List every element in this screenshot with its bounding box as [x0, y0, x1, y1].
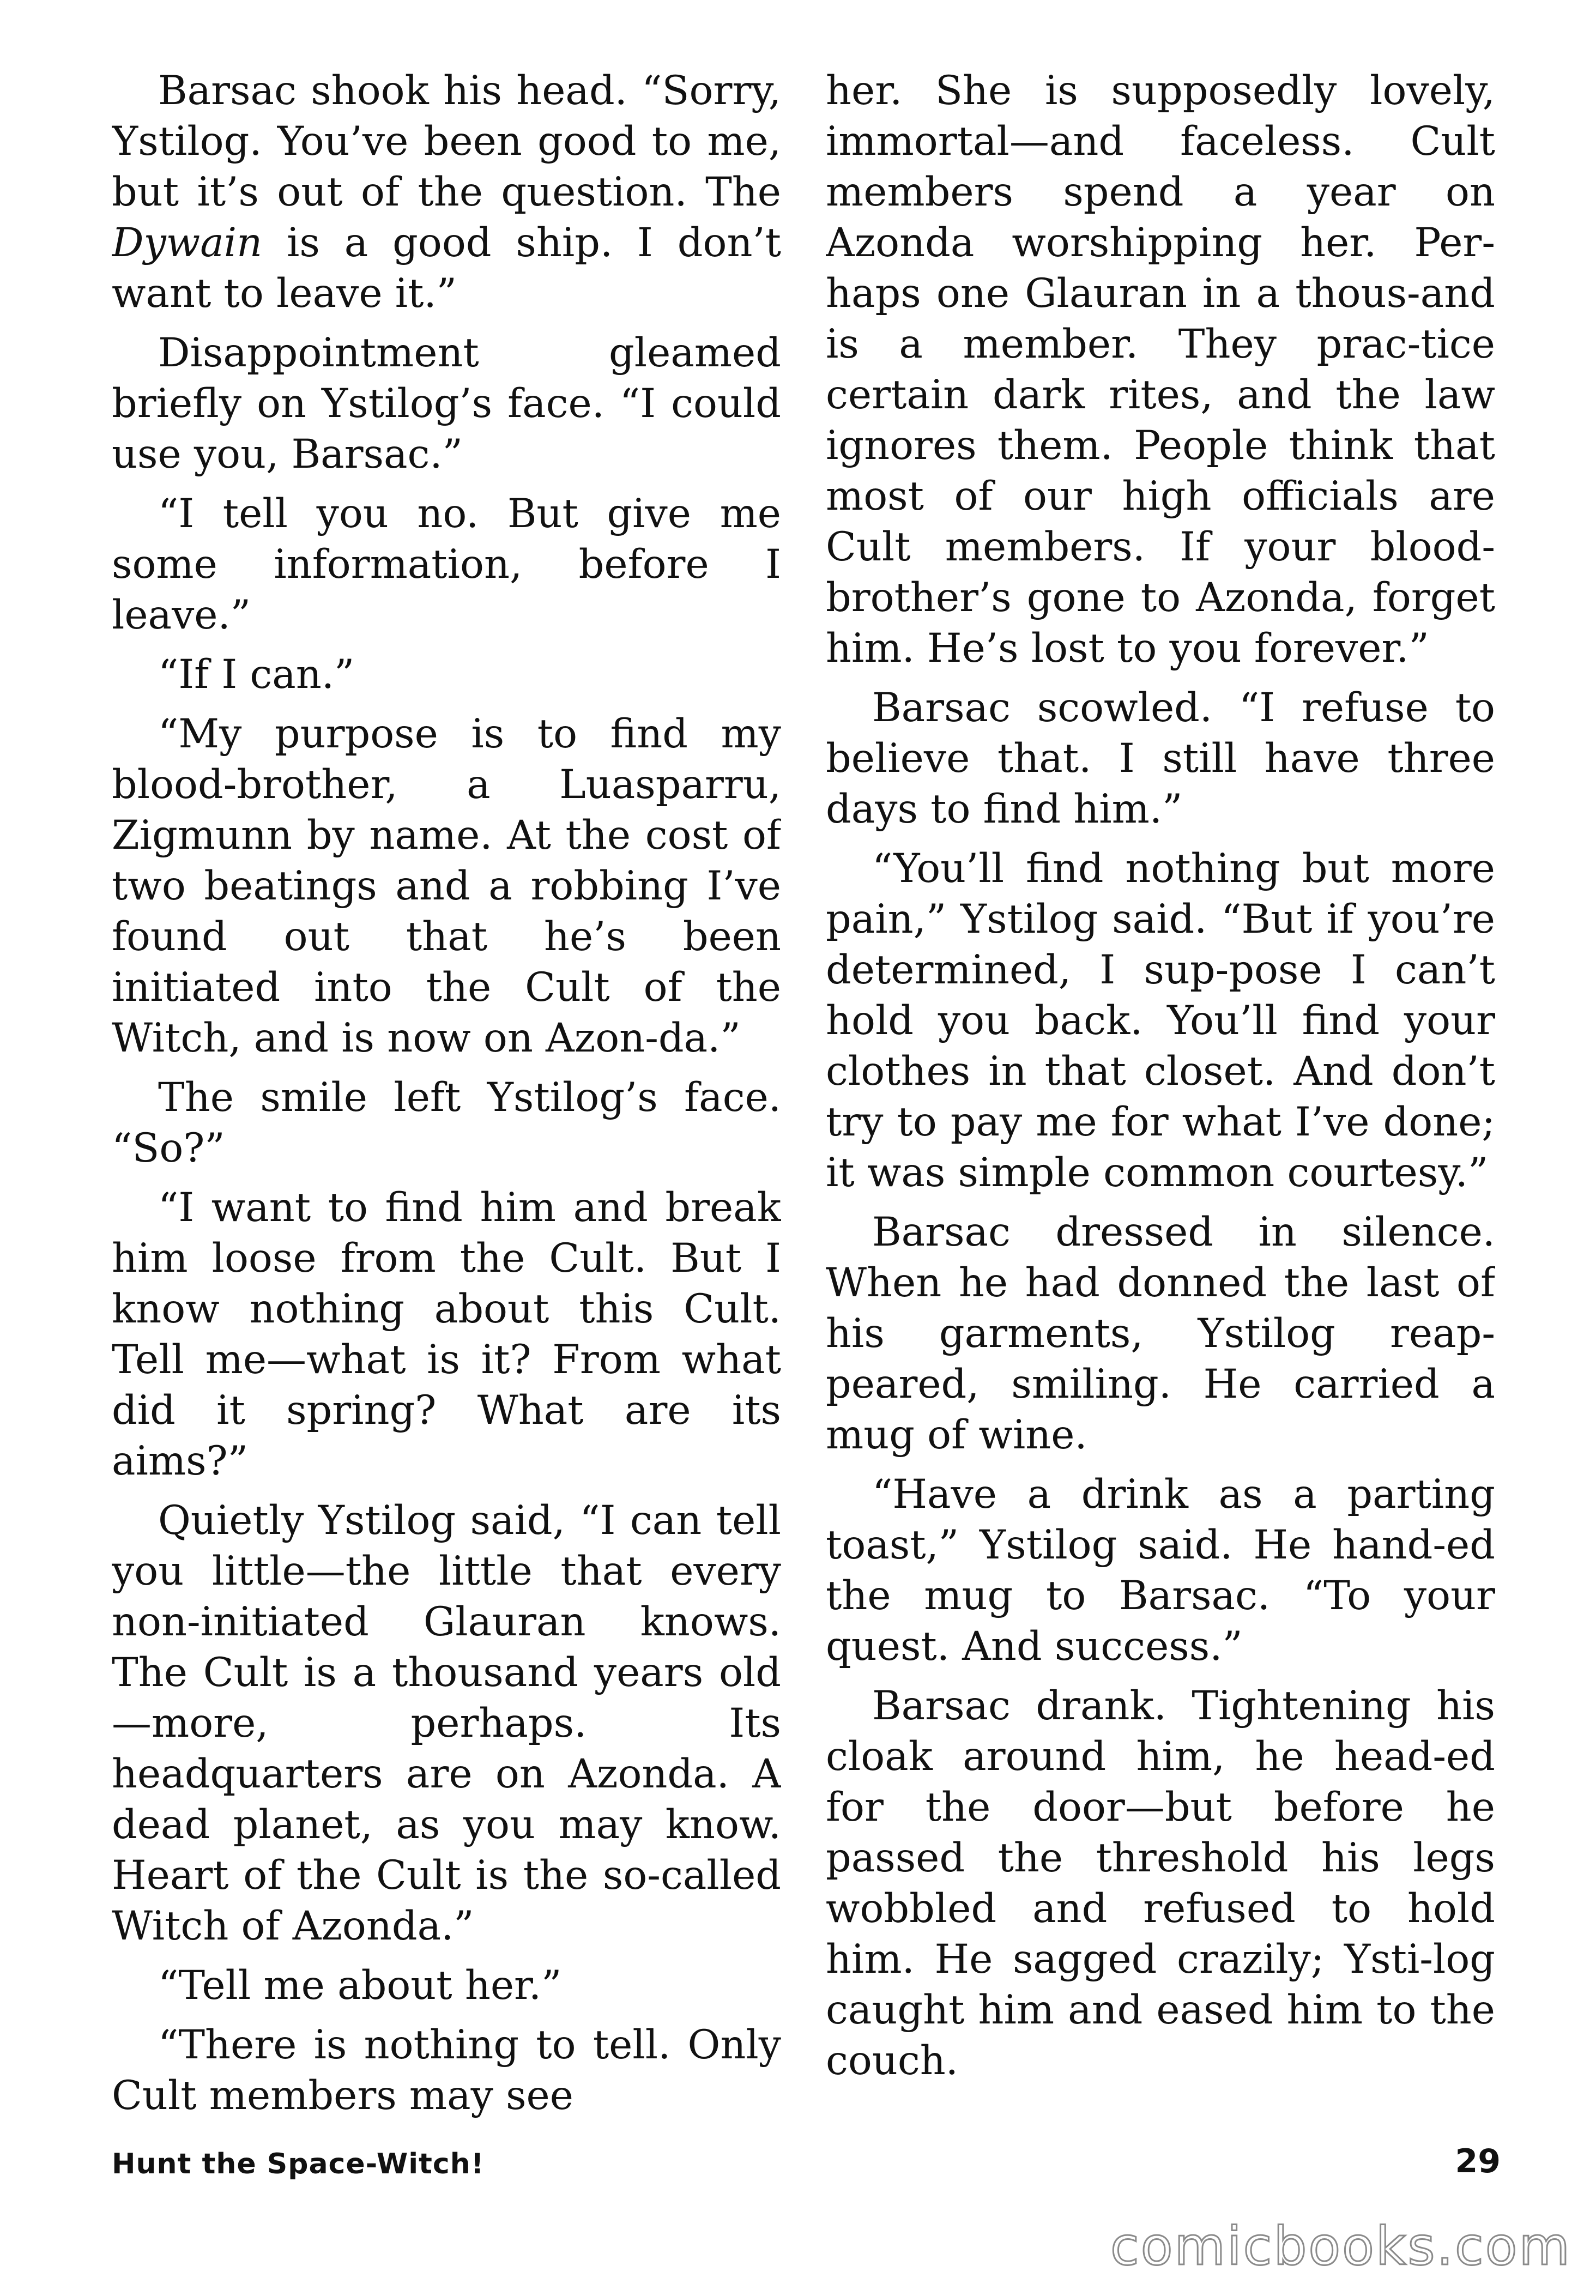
- paragraph-text: Barsac shook his head. “Sorry, Ystilog. You’ve been good to me, but it’s out of the question. The: [112, 68, 781, 215]
- paragraph: Disappointment gleamed briefly on Ystilog’s face. “I could use you, Barsac.”: [112, 330, 781, 478]
- page-number: 29: [1455, 2142, 1501, 2180]
- footer-title: Hunt the Space-Witch!: [112, 2148, 485, 2180]
- paragraph: Barsac drank. Tightening his cloak around him, he head-ed for the door—but before he passed the threshold his legs wobbled and refused to hold him. He sagged crazily; Ysti-log caught him and eased him to the couch.: [826, 1683, 1495, 2084]
- ship-name: Dywain: [112, 220, 263, 266]
- paragraph: “You’ll find nothing but more pain,” Ystilog said. “But if you’re determined, I sup-pose I can’t hold you back. You’ll find your clothes in that closet. And don’t try to pay me for what I’ve done; it was simple common courtesy.”: [826, 845, 1495, 1196]
- paragraph: “Tell me about her.”: [158, 1962, 562, 2009]
- right-column: [826, 65, 1495, 2137]
- paragraph: Quietly Ystilog said, “I can tell you little—the little that every non-initiated Glauran knows. The Cult is a thousand years old—more, perhaps. Its headquarters are on Azonda. A dead planet, as you may know. Heart of the Cult is the so-called Witch of Azonda.”: [112, 1497, 781, 1949]
- watermark: comicbooks.com: [1110, 2216, 1571, 2277]
- paragraph: “If I can.”: [158, 651, 355, 698]
- paragraph: “I want to find him and break him loose from the Cult. But I know nothing about this Cult. Tell me—what is it? From what did it spring? What are its aims?”: [112, 1185, 781, 1484]
- paragraph: Barsac dressed in silence. When he had donned the last of his garments, Ystilog reap-peared, smiling. He carried a mug of wine.: [826, 1209, 1495, 1458]
- paragraph: “There is nothing to tell. Only Cult members may see: [112, 2022, 781, 2119]
- paragraph: The smile left Ystilog’s face. “So?”: [112, 1074, 781, 1171]
- paragraph: “My purpose is to find my blood-brother, a Luasparru, Zigmunn by name. At the cost of two beatings and a robbing I’ve found out that he’s been initiated into the Cult of the Witch, and is now on Azon-da.”: [112, 711, 781, 1061]
- paragraph: “I tell you no. But give me some information, before I leave.”: [112, 491, 781, 638]
- paragraph: [112, 65, 781, 319]
- paragraph: her. She is supposedly lovely, immortal—and faceless. Cult members spend a year on Azonda worshipping her. Per-haps one Glauran in a thous-and is a member. They prac-tice certain dark rites, and the law ignores them. People think that most of our high officials are Cult members. If your blood-brother’s gone to Azonda, forget him. He’s lost to you forever.”: [826, 68, 1495, 672]
- paragraph: Barsac scowled. “I refuse to believe that. I still have three days to find him.”: [826, 685, 1495, 832]
- paragraph: “Have a drink as a parting toast,” Ystilog said. He hand-ed the mug to Barsac. “To your quest. And success.”: [826, 1471, 1495, 1670]
- left-column: [112, 65, 781, 2137]
- paragraph-text: is a good ship. I don’t want to leave it.”: [112, 220, 781, 317]
